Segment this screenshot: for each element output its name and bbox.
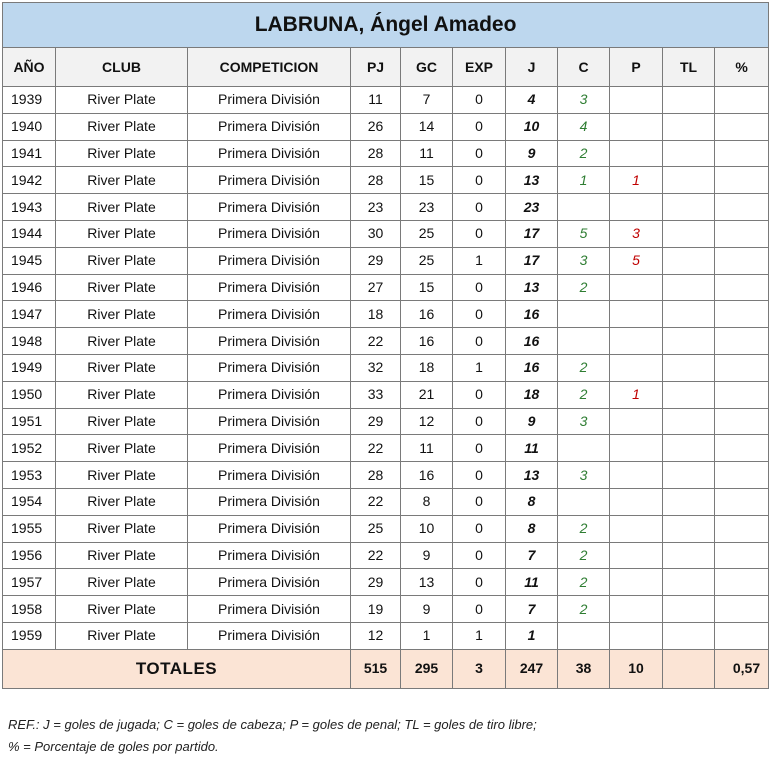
table-row — [3, 515, 769, 542]
club-cell: River Plate — [56, 515, 188, 542]
pj-cell: 12 — [351, 622, 401, 649]
j-cell: 23 — [506, 194, 558, 221]
year-cell: 1942 — [3, 167, 56, 194]
totals-j-cell: 247 — [506, 649, 558, 688]
gc-cell: 16 — [401, 301, 453, 328]
tl-cell — [663, 408, 715, 435]
pct-cell — [715, 408, 769, 435]
club-cell: River Plate — [56, 408, 188, 435]
j-cell: 4 — [506, 87, 558, 114]
exp-cell: 1 — [453, 247, 506, 274]
j-cell: 13 — [506, 167, 558, 194]
gc-cell: 16 — [401, 462, 453, 489]
club-cell: River Plate — [56, 328, 188, 355]
tl-cell — [663, 167, 715, 194]
p-cell — [610, 301, 663, 328]
c-cell: 5 — [558, 220, 610, 247]
c-cell: 2 — [558, 140, 610, 167]
year-cell: 1953 — [3, 462, 56, 489]
competition-cell: Primera División — [188, 488, 351, 515]
totals-tl-cell — [663, 649, 715, 688]
table-row — [3, 354, 769, 381]
competition-cell: Primera División — [188, 381, 351, 408]
p-cell — [610, 515, 663, 542]
pj-cell: 29 — [351, 247, 401, 274]
totals-c-cell: 38 — [558, 649, 610, 688]
tl-cell — [663, 140, 715, 167]
table-row — [3, 87, 769, 114]
year-cell: 1955 — [3, 515, 56, 542]
club-cell: River Plate — [56, 247, 188, 274]
competition-cell: Primera División — [188, 167, 351, 194]
table-row — [3, 247, 769, 274]
exp-cell: 1 — [453, 354, 506, 381]
c-cell: 2 — [558, 515, 610, 542]
gc-cell: 25 — [401, 247, 453, 274]
gc-cell: 18 — [401, 354, 453, 381]
exp-cell: 0 — [453, 113, 506, 140]
exp-cell: 0 — [453, 435, 506, 462]
totals-label: TOTALES — [3, 649, 351, 688]
j-cell: 10 — [506, 113, 558, 140]
table-row — [3, 194, 769, 221]
p-cell — [610, 274, 663, 301]
gc-cell: 23 — [401, 194, 453, 221]
tl-cell — [663, 328, 715, 355]
pj-cell: 26 — [351, 113, 401, 140]
competition-cell: Primera División — [188, 274, 351, 301]
year-cell: 1958 — [3, 596, 56, 623]
year-cell: 1943 — [3, 194, 56, 221]
club-cell: River Plate — [56, 301, 188, 328]
club-cell: River Plate — [56, 220, 188, 247]
exp-cell: 0 — [453, 220, 506, 247]
club-cell: River Plate — [56, 462, 188, 489]
column-header: CLUB — [56, 48, 188, 87]
competition-cell: Primera División — [188, 140, 351, 167]
totals-gc-cell: 295 — [401, 649, 453, 688]
year-cell: 1959 — [3, 622, 56, 649]
pct-cell — [715, 462, 769, 489]
column-header: COMPETICION — [188, 48, 351, 87]
club-cell: River Plate — [56, 140, 188, 167]
exp-cell: 0 — [453, 140, 506, 167]
j-cell: 9 — [506, 408, 558, 435]
year-cell: 1954 — [3, 488, 56, 515]
c-cell: 2 — [558, 569, 610, 596]
competition-cell: Primera División — [188, 194, 351, 221]
reference-note — [8, 714, 768, 758]
competition-cell: Primera División — [188, 354, 351, 381]
exp-cell: 0 — [453, 194, 506, 221]
p-cell — [610, 435, 663, 462]
pct-cell — [715, 596, 769, 623]
pct-cell — [715, 354, 769, 381]
pj-cell: 32 — [351, 354, 401, 381]
j-cell: 11 — [506, 435, 558, 462]
year-cell: 1956 — [3, 542, 56, 569]
pj-cell: 28 — [351, 462, 401, 489]
j-cell: 7 — [506, 542, 558, 569]
gc-cell: 13 — [401, 569, 453, 596]
exp-cell: 0 — [453, 328, 506, 355]
pct-cell — [715, 381, 769, 408]
competition-cell: Primera División — [188, 113, 351, 140]
c-cell: 2 — [558, 596, 610, 623]
exp-cell: 0 — [453, 515, 506, 542]
club-cell: River Plate — [56, 354, 188, 381]
pj-cell: 27 — [351, 274, 401, 301]
pj-cell: 29 — [351, 408, 401, 435]
j-cell: 8 — [506, 488, 558, 515]
year-cell: 1947 — [3, 301, 56, 328]
table-row — [3, 274, 769, 301]
table-row — [3, 167, 769, 194]
competition-cell: Primera División — [188, 569, 351, 596]
exp-cell: 0 — [453, 381, 506, 408]
club-cell: River Plate — [56, 542, 188, 569]
table-row — [3, 408, 769, 435]
pj-cell: 19 — [351, 596, 401, 623]
year-cell: 1952 — [3, 435, 56, 462]
header-row — [3, 48, 769, 87]
p-cell: 5 — [610, 247, 663, 274]
gc-cell: 9 — [401, 542, 453, 569]
reference-line-1: REF.: J = goles de jugada; C = goles de cabeza; P = goles de penal; TL = goles de tiro libre; — [8, 717, 537, 732]
totals-exp-cell: 3 — [453, 649, 506, 688]
competition-cell: Primera División — [188, 247, 351, 274]
totals-pct-cell: 0,57 — [715, 649, 769, 688]
column-header: P — [610, 48, 663, 87]
gc-cell: 9 — [401, 596, 453, 623]
j-cell: 7 — [506, 596, 558, 623]
pct-cell — [715, 328, 769, 355]
pct-cell — [715, 515, 769, 542]
table-row — [3, 328, 769, 355]
exp-cell: 0 — [453, 87, 506, 114]
c-cell: 1 — [558, 167, 610, 194]
tl-cell — [663, 194, 715, 221]
table-row — [3, 596, 769, 623]
title-row — [3, 3, 769, 48]
exp-cell: 0 — [453, 569, 506, 596]
stats-sheet — [2, 2, 768, 754]
tl-cell — [663, 247, 715, 274]
table-row — [3, 220, 769, 247]
exp-cell: 0 — [453, 596, 506, 623]
gc-cell: 21 — [401, 381, 453, 408]
tl-cell — [663, 274, 715, 301]
pct-cell — [715, 435, 769, 462]
year-cell: 1949 — [3, 354, 56, 381]
column-header: AÑO — [3, 48, 56, 87]
tl-cell — [663, 113, 715, 140]
pct-cell — [715, 274, 769, 301]
competition-cell: Primera División — [188, 462, 351, 489]
pj-cell: 29 — [351, 569, 401, 596]
pct-cell — [715, 194, 769, 221]
year-cell: 1941 — [3, 140, 56, 167]
table-row — [3, 113, 769, 140]
p-cell — [610, 596, 663, 623]
p-cell — [610, 622, 663, 649]
c-cell: 3 — [558, 462, 610, 489]
pj-cell: 11 — [351, 87, 401, 114]
pct-cell — [715, 488, 769, 515]
club-cell: River Plate — [56, 194, 188, 221]
p-cell — [610, 488, 663, 515]
column-header: EXP — [453, 48, 506, 87]
p-cell — [610, 408, 663, 435]
table-row — [3, 462, 769, 489]
tl-cell — [663, 87, 715, 114]
pj-cell: 22 — [351, 435, 401, 462]
pj-cell: 18 — [351, 301, 401, 328]
c-cell: 2 — [558, 542, 610, 569]
tl-cell — [663, 301, 715, 328]
competition-cell: Primera División — [188, 596, 351, 623]
competition-cell: Primera División — [188, 328, 351, 355]
j-cell: 17 — [506, 220, 558, 247]
tl-cell — [663, 381, 715, 408]
column-header: TL — [663, 48, 715, 87]
j-cell: 16 — [506, 354, 558, 381]
pct-cell — [715, 569, 769, 596]
p-cell — [610, 569, 663, 596]
pj-cell: 28 — [351, 167, 401, 194]
p-cell — [610, 140, 663, 167]
pct-cell — [715, 247, 769, 274]
pj-cell: 28 — [351, 140, 401, 167]
p-cell: 1 — [610, 381, 663, 408]
tl-cell — [663, 596, 715, 623]
table-row — [3, 301, 769, 328]
j-cell: 11 — [506, 569, 558, 596]
column-header: % — [715, 48, 769, 87]
pct-cell — [715, 140, 769, 167]
competition-cell: Primera División — [188, 515, 351, 542]
competition-cell: Primera División — [188, 87, 351, 114]
competition-cell: Primera División — [188, 408, 351, 435]
j-cell: 16 — [506, 301, 558, 328]
gc-cell: 10 — [401, 515, 453, 542]
pj-cell: 23 — [351, 194, 401, 221]
exp-cell: 0 — [453, 488, 506, 515]
pj-cell: 33 — [351, 381, 401, 408]
c-cell: 3 — [558, 247, 610, 274]
p-cell — [610, 194, 663, 221]
p-cell: 3 — [610, 220, 663, 247]
club-cell: River Plate — [56, 167, 188, 194]
p-cell — [610, 113, 663, 140]
gc-cell: 15 — [401, 167, 453, 194]
exp-cell: 0 — [453, 167, 506, 194]
competition-cell: Primera División — [188, 542, 351, 569]
gc-cell: 16 — [401, 328, 453, 355]
c-cell — [558, 622, 610, 649]
c-cell: 2 — [558, 381, 610, 408]
c-cell: 3 — [558, 408, 610, 435]
j-cell: 13 — [506, 274, 558, 301]
p-cell — [610, 542, 663, 569]
column-header: J — [506, 48, 558, 87]
j-cell: 18 — [506, 381, 558, 408]
competition-cell: Primera División — [188, 622, 351, 649]
club-cell: River Plate — [56, 381, 188, 408]
exp-cell: 0 — [453, 301, 506, 328]
club-cell: River Plate — [56, 113, 188, 140]
year-cell: 1951 — [3, 408, 56, 435]
table-row — [3, 435, 769, 462]
club-cell: River Plate — [56, 569, 188, 596]
table-row — [3, 140, 769, 167]
p-cell — [610, 328, 663, 355]
competition-cell: Primera División — [188, 301, 351, 328]
pj-cell: 22 — [351, 328, 401, 355]
j-cell: 1 — [506, 622, 558, 649]
totals-pj-cell: 515 — [351, 649, 401, 688]
c-cell — [558, 488, 610, 515]
tl-cell — [663, 515, 715, 542]
pct-cell — [715, 113, 769, 140]
competition-cell: Primera División — [188, 435, 351, 462]
table-row — [3, 488, 769, 515]
table-row — [3, 542, 769, 569]
p-cell — [610, 462, 663, 489]
year-cell: 1945 — [3, 247, 56, 274]
year-cell: 1939 — [3, 87, 56, 114]
tl-cell — [663, 462, 715, 489]
reference-line-2: % = Porcentaje de goles por partido. — [8, 739, 219, 754]
c-cell: 3 — [558, 87, 610, 114]
totals-p-cell: 10 — [610, 649, 663, 688]
c-cell — [558, 435, 610, 462]
pct-cell — [715, 301, 769, 328]
gc-cell: 8 — [401, 488, 453, 515]
c-cell: 4 — [558, 113, 610, 140]
tl-cell — [663, 220, 715, 247]
exp-cell: 1 — [453, 622, 506, 649]
p-cell — [610, 87, 663, 114]
tl-cell — [663, 542, 715, 569]
year-cell: 1940 — [3, 113, 56, 140]
club-cell: River Plate — [56, 622, 188, 649]
pj-cell: 22 — [351, 542, 401, 569]
exp-cell: 0 — [453, 462, 506, 489]
c-cell: 2 — [558, 274, 610, 301]
page-title: LABRUNA, Ángel Amadeo — [3, 3, 769, 48]
pct-cell — [715, 87, 769, 114]
column-header: PJ — [351, 48, 401, 87]
c-cell — [558, 194, 610, 221]
tl-cell — [663, 435, 715, 462]
year-cell: 1944 — [3, 220, 56, 247]
year-cell: 1948 — [3, 328, 56, 355]
exp-cell: 0 — [453, 408, 506, 435]
tl-cell — [663, 622, 715, 649]
p-cell: 1 — [610, 167, 663, 194]
tl-cell — [663, 354, 715, 381]
c-cell: 2 — [558, 354, 610, 381]
gc-cell: 14 — [401, 113, 453, 140]
table-row — [3, 622, 769, 649]
gc-cell: 15 — [401, 274, 453, 301]
j-cell: 17 — [506, 247, 558, 274]
tl-cell — [663, 488, 715, 515]
p-cell — [610, 354, 663, 381]
club-cell: River Plate — [56, 274, 188, 301]
gc-cell: 12 — [401, 408, 453, 435]
exp-cell: 0 — [453, 274, 506, 301]
club-cell: River Plate — [56, 87, 188, 114]
gc-cell: 7 — [401, 87, 453, 114]
table-row — [3, 569, 769, 596]
gc-cell: 11 — [401, 435, 453, 462]
exp-cell: 0 — [453, 542, 506, 569]
column-header: GC — [401, 48, 453, 87]
j-cell: 13 — [506, 462, 558, 489]
totals-row — [3, 649, 769, 688]
competition-cell: Primera División — [188, 220, 351, 247]
j-cell: 8 — [506, 515, 558, 542]
c-cell — [558, 328, 610, 355]
year-cell: 1950 — [3, 381, 56, 408]
pct-cell — [715, 167, 769, 194]
stats-table — [2, 2, 769, 689]
gc-cell: 25 — [401, 220, 453, 247]
pct-cell — [715, 542, 769, 569]
gc-cell: 1 — [401, 622, 453, 649]
gc-cell: 11 — [401, 140, 453, 167]
club-cell: River Plate — [56, 596, 188, 623]
pct-cell — [715, 622, 769, 649]
tl-cell — [663, 569, 715, 596]
club-cell: River Plate — [56, 488, 188, 515]
club-cell: River Plate — [56, 435, 188, 462]
column-header: C — [558, 48, 610, 87]
c-cell — [558, 301, 610, 328]
pj-cell: 25 — [351, 515, 401, 542]
pj-cell: 30 — [351, 220, 401, 247]
j-cell: 16 — [506, 328, 558, 355]
year-cell: 1957 — [3, 569, 56, 596]
j-cell: 9 — [506, 140, 558, 167]
pct-cell — [715, 220, 769, 247]
year-cell: 1946 — [3, 274, 56, 301]
table-row — [3, 381, 769, 408]
pj-cell: 22 — [351, 488, 401, 515]
